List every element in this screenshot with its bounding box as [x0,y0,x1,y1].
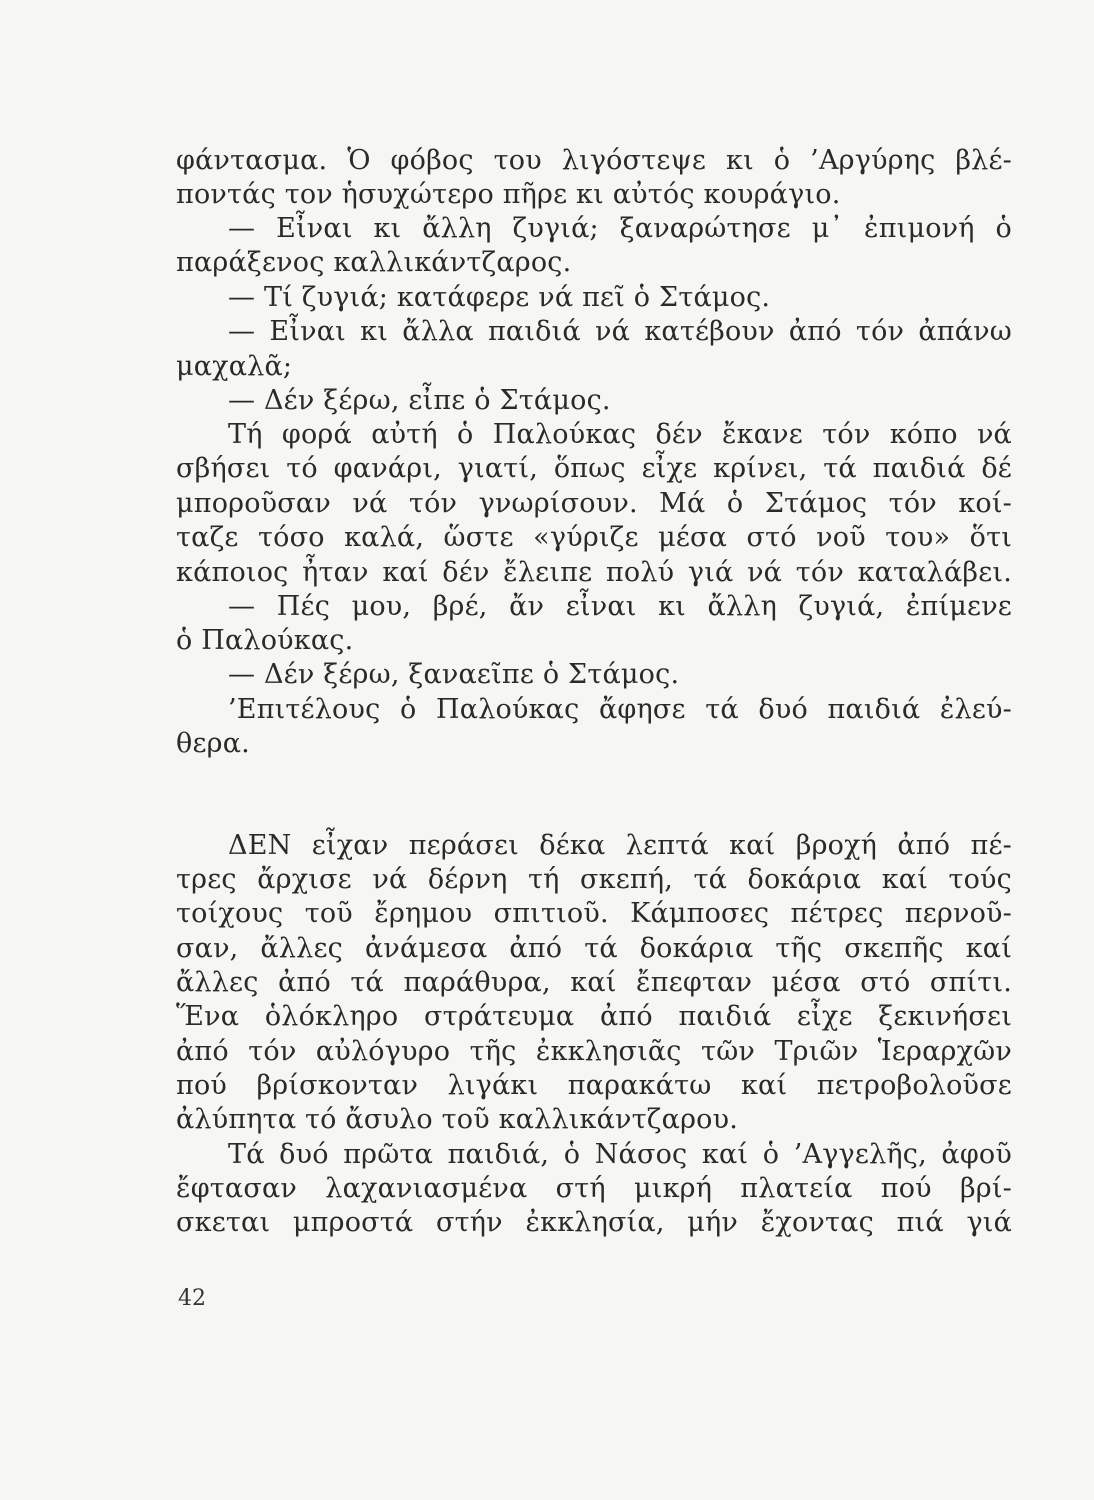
text-line: — Δέν ξέρω, ξαναεῖπε ὁ Στάμος. [228,659,680,690]
text-line: μαχαλᾶ; [176,351,293,382]
text-line: πού βρίσκονταν λιγάκι παρακάτω καί πετροβολοῦσε [176,1070,1012,1101]
text-line: τοίχους τοῦ ἔρημου σπιτιοῦ. Κάμποσες πέτρες περνοῦ- [176,898,1012,929]
text-line: Τή φορά αὐτή ὁ Παλούκας δέν ἔκανε τόν κόπο νά [228,419,1012,450]
text-line: μποροῦσαν νά τόν γνωρίσουν. Μά ὁ Στάμος τόν κοί- [176,488,1012,519]
text-line: — Τί ζυγιά; κατάφερε νά πεῖ ὁ Στάμος. [228,282,771,313]
text-line: — Πές μου, βρέ, ἄν εἶναι κι ἄλλη ζυγιά, ἐπίμενε [228,591,1012,622]
text-line: ποντάς τον ἡσυχώτερο πῆρε κι αὐτός κουράγιο. [176,179,841,210]
text-line: τρες ἄρχισε νά δέρνη τή σκεπή, τά δοκάρια καί τούς [176,864,1012,895]
text-line: ὁ Παλούκας. [176,625,354,656]
text-line: κάποιος ἦταν καί δέν ἔλειπε πολύ γιά νά τόν καταλάβει. [176,557,1012,588]
text-line: θερα. [176,728,250,759]
text-line: Τά δυό πρῶτα παιδιά, ὁ Νάσος καί ὁ ’Αγγελῆς, ἀφοῦ [228,1139,1012,1170]
text-line: παράξενος καλλικάντζαρος. [176,247,572,278]
text-line: ἔφτασαν λαχανιασμένα στή μικρή πλατεία πού βρί- [176,1173,1012,1204]
page-number: 42 [178,1286,206,1311]
text-line: σαν, ἄλλες ἀνάμεσα ἀπό τά δοκάρια τῆς σκεπῆς καί [176,933,1012,964]
text-line: Ἕνα ὁλόκληρο στράτευμα ἀπό παιδιά εἶχε ξεκινήσει [176,1001,1012,1032]
text-line: σβήσει τό φανάρι, γιατί, ὅπως εἶχε κρίνει, τά παιδιά δέ [176,453,1012,484]
text-line: ἀπό τόν αὐλόγυρο τῆς ἐκκλησιᾶς τῶν Τριῶν Ἱεραρχῶν [176,1036,1012,1067]
text-line: — Εἶναι κι ἄλλα παιδιά νά κατέβουν ἀπό τόν ἀπάνω [228,316,1012,347]
text-line: — Εἶναι κι ἄλλη ζυγιά; ξαναρώτησε μ᾿ ἐπιμονή ὁ [228,213,1012,244]
text-line: ἀλύπητα τό ἄσυλο τοῦ καλλικάντζαρου. [176,1104,738,1135]
text-line: ταζε τόσο καλά, ὥστε «γύριζε μέσα στό νοῦ του» ὅτι [176,522,1012,553]
text-line: — Δέν ξέρω, εἶπε ὁ Στάμος. [228,385,611,416]
text-line: φάντασμα. Ὁ φόβος του λιγόστεψε κι ὁ ’Αργύρης βλέ- [176,145,1012,176]
text-line: ’Επιτέλους ὁ Παλούκας ἄφησε τά δυό παιδιά ἐλεύ- [228,694,1012,725]
text-line: σκεται μπροστά στήν ἐκκλησία, μήν ἔχοντας πιά γιά [176,1207,1012,1238]
text-line: ΔΕΝ εἶχαν περάσει δέκα λεπτά καί βροχή ἀπό πέ- [228,830,1012,861]
text-line: ἄλλες ἀπό τά παράθυρα, καί ἔπεφταν μέσα στό σπίτι. [176,967,1012,998]
